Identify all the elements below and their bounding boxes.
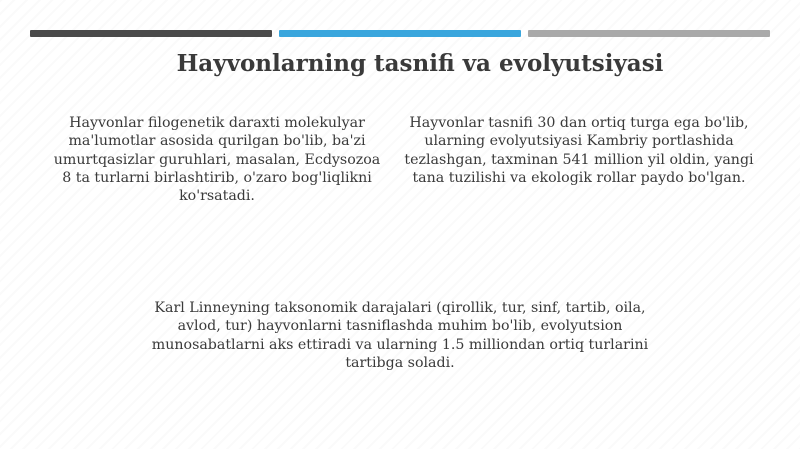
- slide-title: Hayvonlarning tasnifi va evolyutsiyasi: [176, 50, 664, 77]
- accent-bar-blue: [279, 30, 521, 37]
- accent-bar-dark: [30, 30, 272, 37]
- text-bottom: Karl Linneyning taksonomik darajalari (qirollik, tur, sinf, tartib, oila, avlod, tur) hayvonlarni tasniflashda muhim bo'lib, evolyutsion munosabatlarni aks ettiradi va ularning 1.5 milliondan ortiq turlarini tartibga soladi.: [151, 300, 649, 371]
- text-left: Hayvonlar filogenetik daraxti molekulyar ma'lumotlar asosida qurilgan bo'lib, ba'zi umurtqasizlar guruhlari, masalan, Ecdysozoa 8 ta turlarni birlashtirib, o'zaro bog'liqlikni ko'rsatadi.: [53, 115, 381, 205]
- accent-bar-gray: [528, 30, 770, 37]
- text-right: Hayvonlar tasnifi 30 dan ortiq turga ega bo'lib, ularning evolyutsiyasi Kambriy portlashida tezlashgan, taxminan 541 million yil oldin, yangi tana tuzilishi va ekologik rollar paydo bo'lgan.: [404, 115, 754, 186]
